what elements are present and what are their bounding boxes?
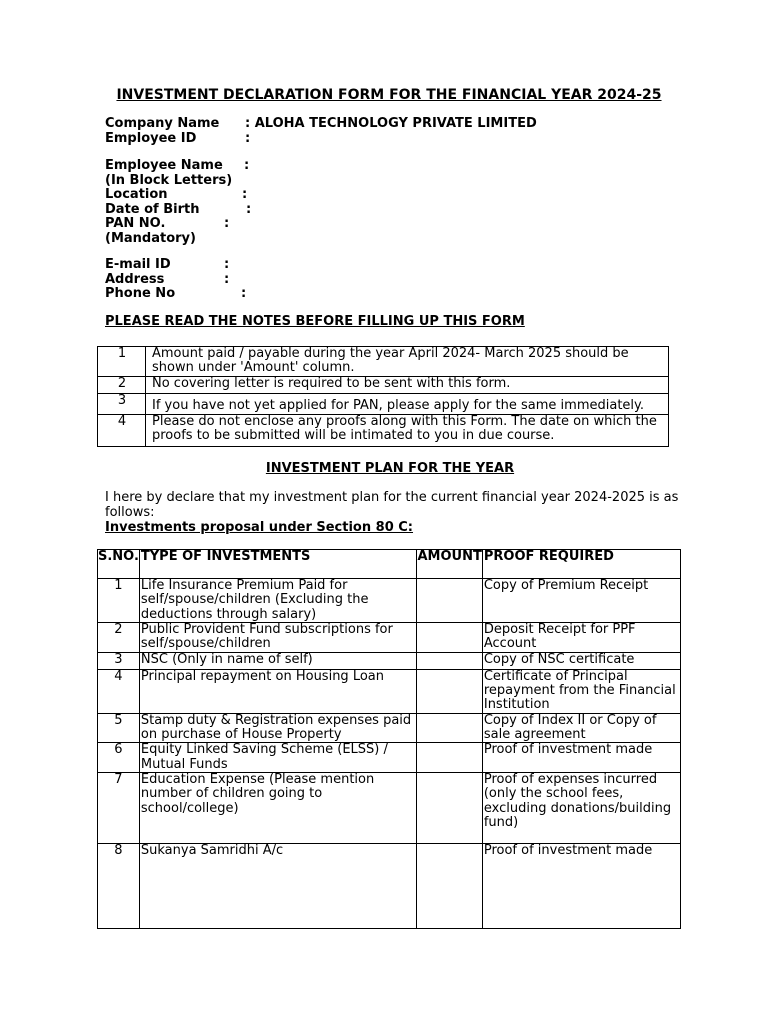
row-sno: 1 — [98, 579, 140, 623]
row-sno: 2 — [98, 622, 140, 652]
table-row — [98, 843, 681, 928]
note-text: If you have not yet applied for PAN, please apply for the same immediately. — [146, 393, 669, 414]
table-row — [98, 669, 681, 713]
dob-field[interactable]: : — [246, 201, 252, 217]
row-amount-field[interactable] — [416, 622, 482, 652]
row-type: Life Insurance Premium Paid for self/spouse/children (Excluding the deductions through salary) — [139, 579, 416, 623]
table-row — [98, 579, 681, 623]
row-sno: 6 — [98, 743, 140, 773]
pan-row — [105, 217, 232, 232]
note-text: Please do not enclose any proofs along with this Form. The date on which the proofs to be submitted will be intimated to you in due course. — [146, 414, 669, 446]
employee-name-field[interactable]: : — [244, 158, 250, 173]
employee-name-label: Employee Name — [105, 158, 223, 173]
row-amount-field[interactable] — [416, 713, 482, 743]
row-sno: 7 — [98, 772, 140, 843]
employee-name-row — [105, 158, 250, 174]
form-title: INVESTMENT DECLARATION FORM FOR THE FINANCIAL YEAR 2024-25 — [116, 87, 662, 103]
row-sno: 5 — [98, 713, 140, 743]
note-row — [98, 347, 669, 377]
type-header: TYPE OF INVESTMENTS — [139, 550, 416, 579]
row-type: Stamp duty & Registration expenses paid on purchase of House Property — [139, 713, 416, 743]
table-row — [98, 713, 681, 743]
table-row — [98, 772, 681, 843]
phone-row — [105, 286, 247, 302]
row-proof: Certificate of Principal repayment from the Financial Institution — [482, 669, 680, 713]
employee-name-sublabel: (In Block Letters) — [105, 172, 233, 188]
email-label: E-mail ID — [105, 257, 171, 272]
proof-header: PROOF REQUIRED — [482, 550, 680, 579]
note-number: 4 — [98, 414, 146, 446]
row-proof: Copy of NSC certificate — [482, 652, 680, 669]
note-row — [98, 376, 669, 393]
company-colon: : ALOHA TECHNOLOGY PRIVATE LIMITED — [245, 116, 537, 131]
pan-label: PAN NO. — [105, 216, 166, 231]
amount-header: AMOUNT — [416, 550, 482, 579]
dob-row — [105, 201, 252, 218]
note-number: 2 — [98, 376, 146, 393]
plan-heading: INVESTMENT PLAN FOR THE YEAR — [265, 461, 515, 476]
table-header-row — [98, 550, 681, 579]
row-type: Public Provident Fund subscriptions for self/spouse/children — [139, 622, 416, 652]
section-heading: Investments proposal under Section 80 C: — [105, 520, 414, 535]
address-row — [105, 271, 230, 288]
note-number: 3 — [98, 393, 146, 414]
dob-label: Date of Birth — [105, 201, 200, 217]
note-text: No covering letter is required to be sent with this form. — [146, 376, 669, 393]
phone-field[interactable]: : — [241, 286, 247, 301]
row-type: Education Expense (Please mention number of children going to school/college) — [139, 772, 416, 843]
notes-table — [97, 346, 669, 447]
row-sno: 3 — [98, 652, 140, 669]
row-amount-field[interactable] — [416, 652, 482, 669]
employee-block — [105, 158, 252, 246]
note-row — [98, 414, 669, 446]
row-proof: Proof of investment made — [482, 743, 680, 773]
row-amount-field[interactable] — [416, 579, 482, 623]
row-proof: Deposit Receipt for PPF Account — [482, 622, 680, 652]
row-type: Sukanya Samridhi A/c — [139, 843, 416, 928]
table-row — [98, 743, 681, 773]
note-text: Amount paid / payable during the year April 2024- March 2025 should be shown under 'Amount' column. — [146, 347, 669, 377]
location-field[interactable]: : — [242, 187, 248, 202]
phone-label: Phone No — [105, 286, 176, 301]
row-proof: Proof of expenses incurred (only the school fees, excluding donations/building fund) — [482, 772, 680, 843]
location-row — [105, 187, 248, 203]
email-field[interactable]: : — [224, 257, 230, 272]
employee-id-field[interactable]: : — [245, 130, 251, 146]
contact-block — [105, 257, 247, 302]
row-proof: Proof of investment made — [482, 843, 680, 928]
investments-table — [97, 549, 681, 929]
company-name: ALOHA TECHNOLOGY PRIVATE LIMITED — [254, 116, 537, 131]
row-type: Equity Linked Saving Scheme (ELSS) / Mutual Funds — [139, 743, 416, 773]
note-number: 1 — [98, 347, 146, 377]
table-row — [98, 652, 681, 669]
row-sno: 8 — [98, 843, 140, 928]
address-label: Address — [105, 271, 165, 287]
declaration-text: I here by declare that my investment plan for the current financial year 2024-2025 is as follows: — [105, 490, 679, 520]
sno-header: S.NO. — [98, 550, 140, 579]
row-proof: Copy of Index II or Copy of sale agreement — [482, 713, 680, 743]
row-amount-field[interactable] — [416, 669, 482, 713]
row-proof: Copy of Premium Receipt — [482, 579, 680, 623]
notes-heading: PLEASE READ THE NOTES BEFORE FILLING UP THIS FORM — [105, 314, 525, 329]
row-type: NSC (Only in name of self) — [139, 652, 416, 669]
company-label: Company Name — [105, 116, 220, 131]
email-row — [105, 257, 230, 273]
row-amount-field[interactable] — [416, 843, 482, 928]
pan-field[interactable]: : — [224, 216, 230, 231]
note-row — [98, 393, 669, 414]
company-block — [105, 116, 537, 146]
pan-sublabel: (Mandatory) — [105, 230, 196, 246]
company-row — [105, 116, 537, 132]
row-amount-field[interactable] — [416, 772, 482, 843]
location-label: Location — [105, 187, 168, 202]
row-sno: 4 — [98, 669, 140, 713]
employee-id-row — [105, 130, 251, 147]
row-type: Principal repayment on Housing Loan — [139, 669, 416, 713]
table-row — [98, 622, 681, 652]
address-field[interactable]: : — [224, 271, 230, 287]
employee-id-label: Employee ID — [105, 130, 197, 146]
row-amount-field[interactable] — [416, 743, 482, 773]
